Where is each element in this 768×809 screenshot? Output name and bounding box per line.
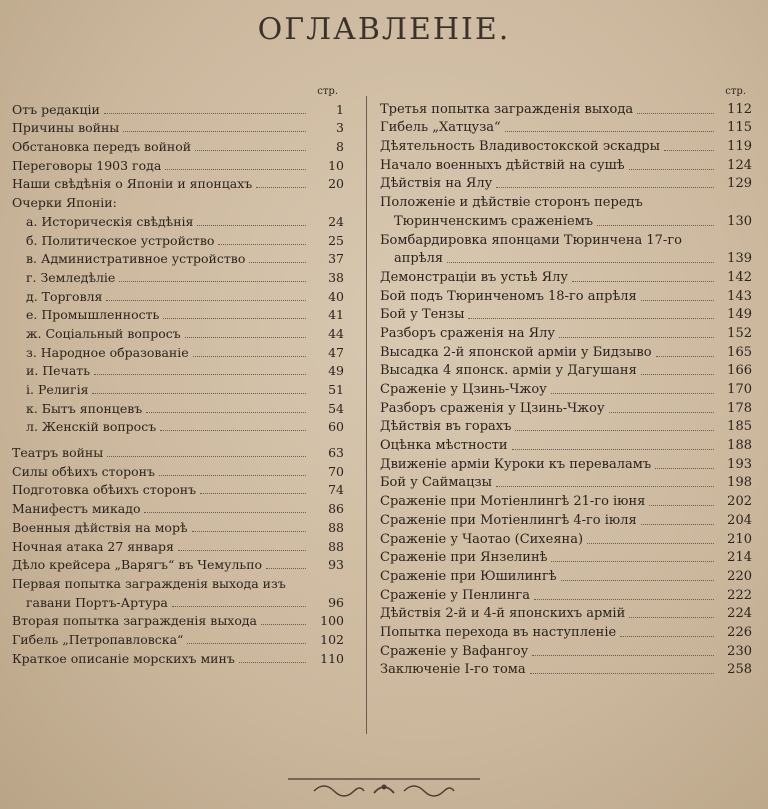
toc-entry <box>380 474 752 493</box>
dot-leader <box>641 300 714 301</box>
toc-entry <box>380 287 752 306</box>
toc-entry-page: 41 <box>328 307 344 323</box>
toc-entry-page: 139 <box>727 251 752 267</box>
toc-entry-page: 170 <box>727 382 752 397</box>
toc-entry <box>12 499 344 518</box>
toc-entry-title: Дѣйствія 2-й и 4-й японскихъ армій <box>380 606 626 622</box>
dot-leader <box>609 412 714 413</box>
toc-entry-page: 220 <box>727 568 752 584</box>
toc-entry-title: е. Промышленность <box>26 307 160 323</box>
toc-entry-title: д. Торговля <box>26 288 103 304</box>
toc-entry-page: 178 <box>727 400 752 416</box>
toc-entry <box>12 630 344 649</box>
dot-leader <box>637 113 714 114</box>
toc-entry <box>12 574 344 593</box>
dot-leader <box>160 430 306 431</box>
toc-entry-page: 54 <box>328 400 344 416</box>
toc-entry-title: Бомбардировка японцами Тюринчена 17-го <box>380 232 682 248</box>
dot-leader <box>193 356 306 357</box>
toc-entry-page: 60 <box>328 419 344 435</box>
toc-entry-title: Движеніе арміи Куроки къ переваламъ <box>380 456 652 472</box>
toc-entry-page: 88 <box>328 538 344 554</box>
toc-entry-page: 100 <box>320 613 344 629</box>
toc-entry <box>380 324 752 343</box>
toc-entry-page: 25 <box>328 232 344 248</box>
toc-entry-title: Демонстраціи въ устьѣ Ялу <box>380 269 569 285</box>
toc-entry-page: 93 <box>328 557 344 573</box>
toc-entry <box>12 156 344 175</box>
dot-leader <box>197 225 306 226</box>
toc-entry <box>380 623 752 642</box>
toc-entry-title: Бой у Тензы <box>380 307 465 323</box>
dot-leader <box>146 412 306 413</box>
toc-entry <box>12 593 344 612</box>
toc-entry-title: Третья попытка загражденія выхода <box>380 101 634 117</box>
dot-leader <box>641 374 714 375</box>
dot-leader <box>178 550 306 551</box>
dot-leader <box>447 262 714 263</box>
toc-entry-page: 40 <box>328 288 344 304</box>
toc-entry <box>380 605 752 624</box>
dot-leader <box>664 150 714 151</box>
toc-entry-page: 49 <box>328 363 344 379</box>
toc-entry-page: 44 <box>328 325 344 341</box>
toc-entry <box>380 399 752 418</box>
toc-entry-title: Причины войны <box>12 120 120 136</box>
toc-entry-title: Краткое описаніе морскихъ минъ <box>12 650 235 666</box>
toc-entry-title: Сраженіе при Мотіенлингѣ 4-го іюля <box>380 512 637 528</box>
toc-entry <box>380 455 752 474</box>
toc-entry-page: 129 <box>727 176 752 192</box>
dot-leader <box>106 300 306 301</box>
toc-entry-page: 112 <box>727 101 752 117</box>
toc-entry <box>12 462 344 481</box>
toc-entry-page: 198 <box>727 475 752 491</box>
toc-entry-title: апрѣля <box>394 251 444 267</box>
toc-entry-page: 152 <box>727 325 752 341</box>
toc-entry-page: 149 <box>727 307 752 323</box>
toc-entry-title: Гибель „Хатцуза“ <box>380 120 501 136</box>
toc-entry <box>12 362 344 381</box>
toc-entry <box>380 119 752 138</box>
dot-leader <box>123 131 306 132</box>
page-column-header: стр. <box>725 86 746 97</box>
toc-entry-page: 38 <box>328 269 344 285</box>
toc-entry <box>380 156 752 175</box>
toc-entry-page: 20 <box>328 176 344 192</box>
toc-entry <box>12 100 344 119</box>
toc-entry <box>12 231 344 250</box>
toc-entry <box>12 324 344 343</box>
toc-entry-title: и. Печать <box>26 363 91 379</box>
toc-entry-title: Сраженіе у Вафангоу <box>380 643 529 659</box>
dot-leader <box>94 374 306 375</box>
toc-entry <box>380 231 752 250</box>
toc-entry-title: Гибель „Петропавловска“ <box>12 631 184 647</box>
toc-entry-title: ж. Соціальный вопросъ <box>26 325 181 341</box>
dot-leader <box>496 187 714 188</box>
toc-entry-title: Бой подъ Тюринченомъ 18-го апрѣля <box>380 288 637 304</box>
dot-leader <box>532 655 714 656</box>
toc-entry <box>12 119 344 138</box>
toc-entry-page: 258 <box>727 662 752 678</box>
toc-entry <box>380 193 752 212</box>
dot-leader <box>192 531 306 532</box>
toc-entry <box>380 661 752 680</box>
dot-leader <box>505 131 714 132</box>
toc-entry-title: Попытка перехода въ наступленіе <box>380 624 617 640</box>
toc-entry-page: 63 <box>328 445 344 461</box>
dot-leader <box>200 493 306 494</box>
toc-entry-page: 24 <box>328 213 344 229</box>
toc-entry-title: Первая попытка загражденія выхода изъ <box>12 575 286 591</box>
dot-leader <box>256 187 306 188</box>
dot-leader <box>641 524 714 525</box>
toc-entry-title: Театръ войны <box>12 445 104 461</box>
toc-entry <box>380 436 752 455</box>
dot-leader <box>159 475 306 476</box>
toc-entry-page: 47 <box>328 344 344 360</box>
dot-leader <box>561 580 714 581</box>
toc-entry <box>380 212 752 231</box>
toc-entry-title: Ночная атака 27 января <box>12 538 174 554</box>
toc-entry <box>380 362 752 381</box>
toc-entry-page: 222 <box>727 587 752 603</box>
dot-leader <box>551 393 714 394</box>
toc-entry-page: 8 <box>336 139 344 155</box>
toc-entry-title: Разборъ сраженія у Цзинь-Чжоу <box>380 400 605 416</box>
toc-entry-page: 130 <box>727 213 752 229</box>
toc-entry-title: к. Бытъ японцевъ <box>26 400 143 416</box>
toc-entry-title: Тюринченскимъ сраженіемъ <box>394 213 594 229</box>
toc-entry-title: Наши свѣдѣнія о Японіи и японцахъ <box>12 176 253 192</box>
toc-entry <box>12 649 344 668</box>
toc-entry-page: 143 <box>727 288 752 304</box>
dot-leader <box>266 568 306 569</box>
toc-entry-title: Высадка 4 японск. арміи у Дагушаня <box>380 363 637 379</box>
page-title: ОГЛАВЛЕНІЕ. <box>257 12 511 47</box>
toc-entry-page: 188 <box>727 438 752 454</box>
toc-entry-title: б. Политическое устройство <box>26 232 215 248</box>
toc-entry <box>12 343 344 362</box>
dot-leader <box>629 617 714 618</box>
toc-entry-page: 230 <box>727 643 752 659</box>
dot-leader <box>261 624 306 625</box>
toc-entry <box>380 530 752 549</box>
toc-entry-title: Сраженіе у Пенлинга <box>380 587 530 603</box>
dot-leader <box>655 468 714 469</box>
toc-entry <box>12 306 344 325</box>
toc-entry-page: 210 <box>727 531 752 547</box>
toc-entry <box>380 268 752 287</box>
toc-right-column <box>380 86 752 679</box>
toc-entry-page: 51 <box>328 382 344 397</box>
toc-entry <box>12 250 344 269</box>
toc-entry-title: Сраженіе у Чаотао (Сихеяна) <box>380 531 584 547</box>
toc-entry-page: 86 <box>328 501 344 517</box>
dot-leader <box>239 662 306 663</box>
toc-entry <box>12 612 344 631</box>
dot-leader <box>512 449 714 450</box>
toc-entry <box>12 287 344 306</box>
toc-entry <box>380 175 752 194</box>
toc-entry-page: 10 <box>328 157 344 173</box>
toc-entry-page: 1 <box>336 101 344 117</box>
dot-leader <box>195 150 306 151</box>
toc-entry <box>12 518 344 537</box>
toc-entry-title: Положеніе и дѣйствіе сторонъ передъ <box>380 195 643 211</box>
decorative-ornament <box>284 775 484 801</box>
toc-entry <box>380 137 752 156</box>
dot-leader <box>559 337 714 338</box>
dot-leader <box>249 262 306 263</box>
toc-entry-title: Переговоры 1903 года <box>12 157 162 173</box>
toc-entry-page: 96 <box>328 594 344 610</box>
dot-leader <box>144 512 306 513</box>
toc-entry-title: з. Народное образованіе <box>26 344 189 360</box>
toc-entry <box>12 380 344 399</box>
toc-entry-page: 193 <box>727 456 752 472</box>
toc-entry-title: Заключеніе I-го тома <box>380 662 526 678</box>
dot-leader <box>530 673 714 674</box>
toc-entry <box>380 511 752 530</box>
dot-leader <box>515 430 714 431</box>
dot-leader <box>185 337 306 338</box>
column-divider <box>366 96 367 734</box>
dot-leader <box>218 244 306 245</box>
toc-entry-title: Военныя дѣйствія на морѣ <box>12 519 188 535</box>
toc-entry <box>380 343 752 362</box>
toc-entry-title: а. Историческія свѣдѣнія <box>26 213 194 229</box>
page-column-header: стр. <box>317 86 338 97</box>
toc-entry-title: Отъ редакціи <box>12 101 100 117</box>
dot-leader <box>104 113 306 114</box>
toc-entry-title: Подготовка обѣихъ сторонъ <box>12 482 197 498</box>
toc-entry-page: 226 <box>727 624 752 640</box>
toc-entry <box>380 492 752 511</box>
toc-entry-title: Дѣятельность Владивостокской эскадры <box>380 139 660 155</box>
section-gap <box>12 436 344 443</box>
toc-entry-title: Дѣйствія въ горахъ <box>380 419 512 435</box>
dot-leader <box>597 225 714 226</box>
dot-leader <box>656 356 714 357</box>
toc-entry-page: 37 <box>328 251 344 267</box>
dot-leader <box>119 281 306 282</box>
toc-entry-title: Обстановка передъ войной <box>12 139 192 155</box>
toc-entry <box>380 418 752 437</box>
toc-entry-page: 185 <box>727 419 752 435</box>
toc-entry <box>12 556 344 575</box>
dot-leader <box>187 643 306 644</box>
toc-entry <box>380 100 752 119</box>
dot-leader <box>620 636 714 637</box>
toc-entry-title: Сраженіе у Цзинь-Чжоу <box>380 382 547 397</box>
toc-entry-title: в. Административное устройство <box>26 251 246 267</box>
toc-entry <box>12 443 344 462</box>
toc-entry <box>380 586 752 605</box>
toc-entry-title: л. Женскій вопросъ <box>26 419 157 435</box>
toc-entry-title: Бой у Саймацзы <box>380 475 492 491</box>
toc-entry <box>12 537 344 556</box>
toc-entry-page: 70 <box>328 463 344 479</box>
toc-entry-title: Очерки Японіи: <box>12 195 117 211</box>
dot-leader <box>165 169 306 170</box>
toc-entry-page: 110 <box>320 650 344 666</box>
toc-entry-title: Вторая попытка загражденія выхода <box>12 613 257 629</box>
dot-leader <box>649 505 714 506</box>
toc-entry-title: Начало военныхъ дѣйствій на сушѣ <box>380 157 625 173</box>
dot-leader <box>534 599 714 600</box>
toc-entry-page: 224 <box>727 606 752 622</box>
toc-entry <box>12 268 344 287</box>
toc-entry-page: 88 <box>328 519 344 535</box>
toc-entry-page: 74 <box>328 482 344 498</box>
toc-left-column <box>12 86 344 668</box>
dot-leader <box>587 543 714 544</box>
dot-leader <box>92 393 306 394</box>
toc-entry-title: Сраженіе при Юшилингѣ <box>380 568 557 584</box>
toc-entry-page: 124 <box>727 157 752 173</box>
toc-entry <box>12 175 344 194</box>
toc-entry-page: 202 <box>727 494 752 510</box>
toc-entry-title: Высадка 2-й японской арміи у Бидзыво <box>380 344 652 360</box>
toc-entry-page: 166 <box>727 363 752 379</box>
toc-entry-page: 3 <box>336 120 344 136</box>
toc-entry-page: 204 <box>727 512 752 528</box>
toc-entry-title: і. Религія <box>26 382 89 397</box>
dot-leader <box>163 318 306 319</box>
toc-entry-title: гавани Портъ-Артура <box>26 594 168 610</box>
toc-entry-title: Дѣйствія на Ялу <box>380 176 493 192</box>
toc-entry-title: Оцѣнка мѣстности <box>380 438 508 454</box>
toc-entry <box>380 306 752 325</box>
toc-entry <box>380 642 752 661</box>
toc-entry <box>380 567 752 586</box>
dot-leader <box>468 318 714 319</box>
dot-leader <box>496 486 714 487</box>
toc-entry-title: Дѣло крейсера „Варягъ“ въ Чемульпо <box>12 557 263 573</box>
toc-entry-page: 102 <box>320 631 344 647</box>
toc-entry-page: 115 <box>727 120 752 136</box>
dot-leader <box>107 456 306 457</box>
toc-entry-title: Силы обѣихъ сторонъ <box>12 463 155 479</box>
dot-leader <box>551 561 714 562</box>
toc-entry <box>380 250 752 269</box>
toc-entry <box>12 481 344 500</box>
toc-entry-page: 214 <box>727 550 752 566</box>
toc-entry <box>12 137 344 156</box>
toc-entry <box>12 418 344 437</box>
toc-entry-title: Сраженіе при Янзелинѣ <box>380 550 548 566</box>
toc-entry-title: Разборъ сраженія на Ялу <box>380 325 556 341</box>
toc-entry <box>12 399 344 418</box>
toc-entry <box>380 380 752 399</box>
toc-entry-title: г. Земледѣліе <box>26 269 116 285</box>
dot-leader <box>172 606 306 607</box>
toc-entry-title: Манифестъ микадо <box>12 501 141 517</box>
toc-entry-title: Сраженіе при Мотіенлингѣ 21-го іюня <box>380 494 646 510</box>
toc-entry-page: 142 <box>727 269 752 285</box>
dot-leader <box>572 281 714 282</box>
toc-section-heading <box>12 193 344 212</box>
dot-leader <box>629 169 714 170</box>
toc-entry-page: 119 <box>727 139 752 155</box>
toc-entry <box>12 212 344 231</box>
toc-entry <box>380 549 752 568</box>
toc-entry-page: 165 <box>727 344 752 360</box>
